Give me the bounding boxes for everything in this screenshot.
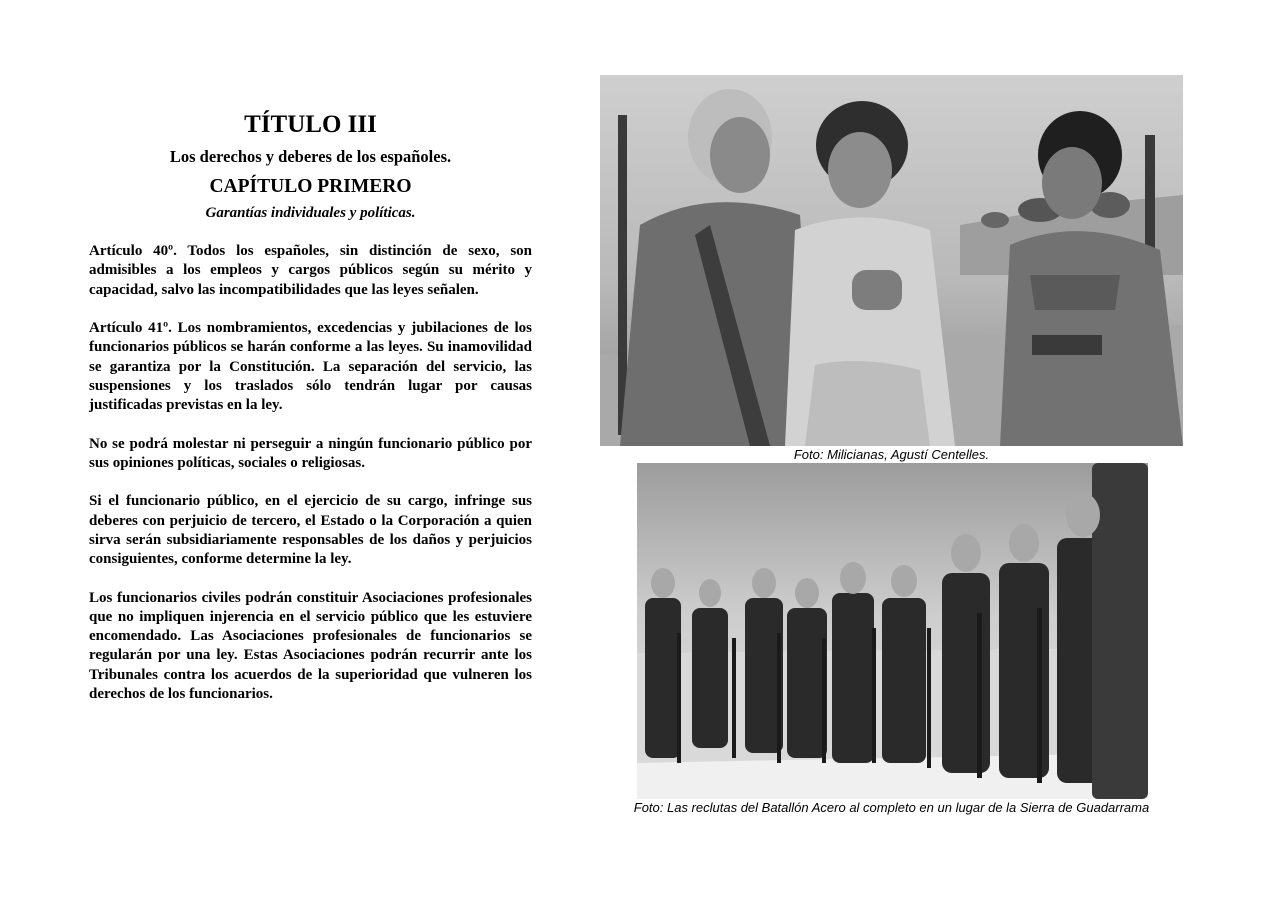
liability-paragraph: Si el funcionario público, en el ejercicio de su cargo, infringe sus deberes con perjuicio de tercero, el Estado o la Corporación a quien sirva serán subsidiariamente responsables de los daños y perjuicios consiguientes, conforme determine la ley.	[89, 493, 532, 567]
associations-paragraph: Los funcionarios civiles podrán constituir Asociaciones profesionales que no impliquen injerencia en el servicio público que les estuviere encomendado. Las Asociaciones profesionales de funcionarios se regularán por una ley. Estas Asociaciones podrán recurrir ante los Tribunales contra los acuerdos de la superioridad que vulneren los derechos de los funcionarios.	[89, 589, 532, 702]
chapter-heading: CAPÍTULO PRIMERO	[209, 176, 412, 197]
chapter-subtitle: Garantías individuales y políticas.	[205, 205, 416, 221]
milicianas-photo	[600, 75, 1183, 446]
article-41-paragraph: Artículo 41º. Los nombramientos, excedencias y jubilaciones de los funcionarios públicos se harán conforme a las leyes. Su inamovilidad se garantiza por la Constitución. La separación del servicio, las suspensiones y los traslados sólo tendrán lugar por causas justificadas previstas en la ley.	[89, 320, 532, 413]
political-opinions-paragraph: No se podrá molestar ni perseguir a ningún funcionario público por sus opiniones políticas, sociales o religiosas.	[89, 435, 532, 471]
article-40-paragraph: Artículo 40º. Todos los españoles, sin distinción de sexo, son admisibles a los empleos y cargos públicos según su mérito y capacidad, salvo las incompatibilidades que las leyes señalen.	[89, 243, 532, 298]
batallon-acero-photo	[637, 463, 1148, 799]
milicianas-photo-caption: Foto: Milicianas, Agustí Centelles.	[793, 447, 990, 462]
article-text-column	[89, 108, 532, 704]
page-subtitle: Los derechos y deberes de los españoles.	[169, 147, 452, 166]
page-title: TÍTULO III	[244, 111, 377, 138]
batallon-acero-photo-caption: Foto: Las reclutas del Batallón Acero al completo en un lugar de la Sierra de Guadarrama	[633, 800, 1150, 815]
